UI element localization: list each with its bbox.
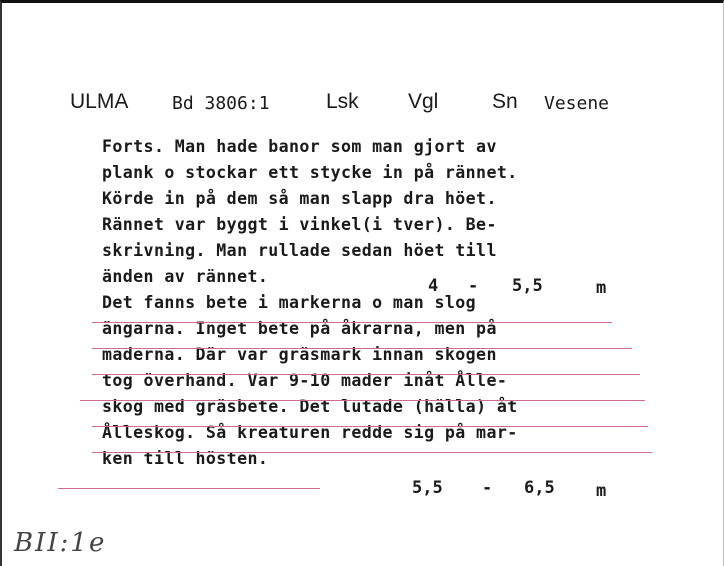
underline-rule [80,400,645,401]
text-line: änden av rännet. [102,267,269,286]
underline-rule [92,452,652,453]
text-line: Forts. Man hade banor som man gjort av [102,137,497,156]
text-line: Rännet var byggt i vinkel(i tver). Be- [102,215,497,234]
text-line: Det fanns bete i markerna o man slog [102,293,477,312]
volume-reference: Bd 3806:1 [172,93,270,114]
text-line: Körde in på dem så man slapp dra höet. [102,189,497,208]
archive-code: ULMA [70,90,129,113]
underline-rule [92,348,632,349]
underline-rule [92,426,648,427]
text-line: skrivning. Man rullade sedan höet till [102,241,497,260]
underline-rule [92,374,640,375]
county-code: Lsk [326,90,359,113]
measure-from: 5,5 [412,478,443,498]
text-line: plank o stockar ett stycke in på rännet. [102,163,518,182]
text-line: maderna. Där var gräsmark innan skogen [102,345,497,364]
measure-dash: - [468,276,479,296]
text-line: skog med gräsbete. Det lutade (hälla) åt [102,397,518,416]
district-code: Vgl [408,90,439,113]
measure-unit: m [596,278,607,298]
underline-rule [92,322,612,323]
measure-unit: m [596,481,607,501]
measure-to: 5,5 [512,276,543,296]
text-line: tog överhand. Var 9-10 mader inåt Ålle- [102,371,508,390]
text-line: Ålleskog. Så kreaturen redde sig på mar- [102,423,518,442]
parish-name: Vesene [544,93,610,114]
measure-to: 6,5 [524,478,555,498]
parish-prefix: Sn [492,90,518,113]
underline-rule [58,488,320,489]
text-line: ken till hösten. [102,449,269,468]
text-line: ängarna. Inget bete på åkrarna, men på [102,319,497,338]
measure-dash: - [482,478,493,498]
measure-from: 4 [428,276,439,296]
handwritten-classification: BII:1e [14,528,107,558]
